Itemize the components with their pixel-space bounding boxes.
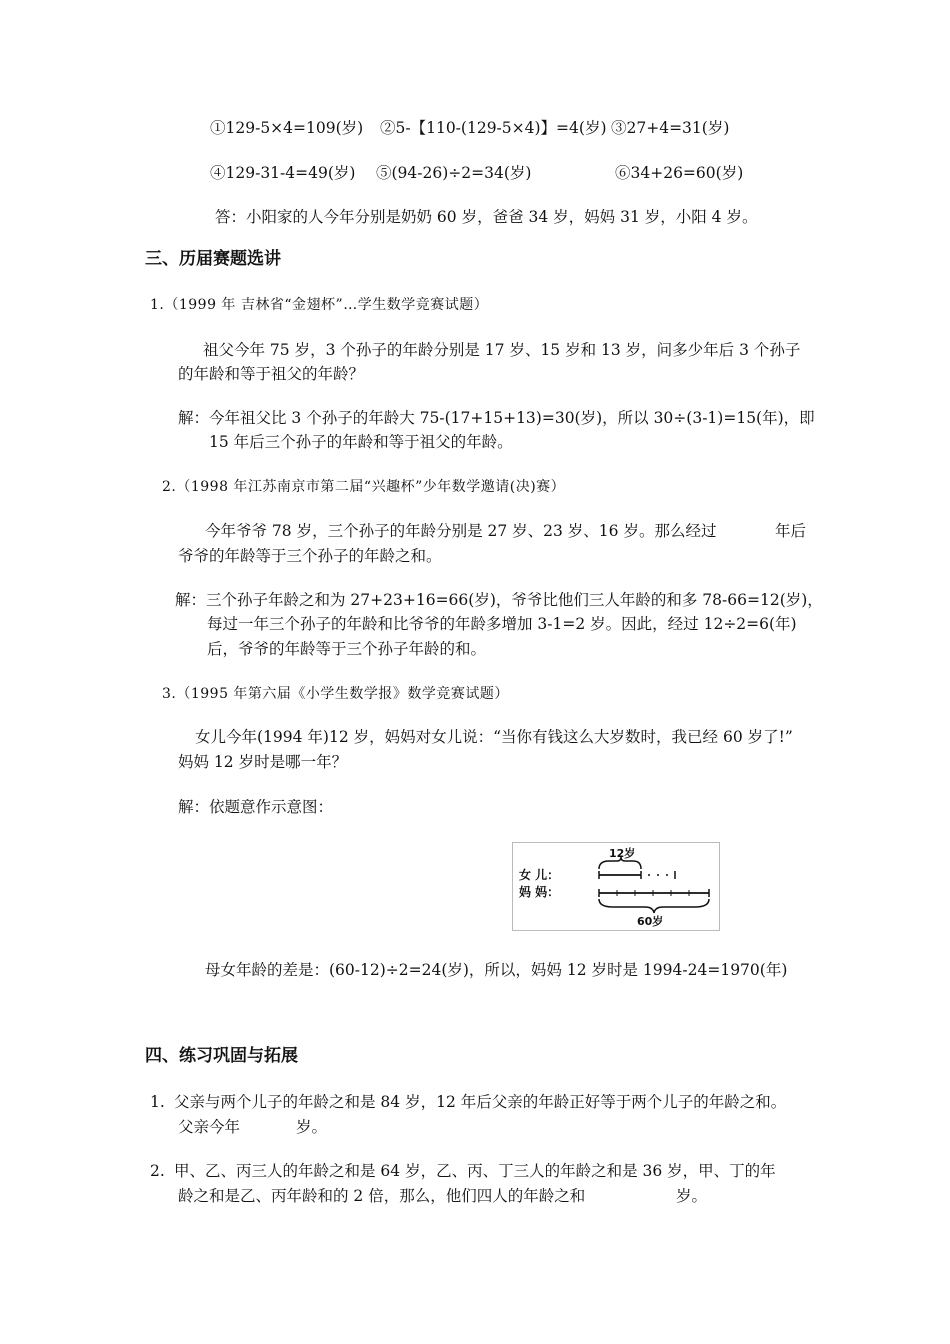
exercise-1-number: 1. — [150, 1093, 165, 1111]
step-2: ②5-【110-(129-5×4)】=4(岁) — [380, 119, 607, 137]
section-4-title: 四、练习巩固与拓展 — [145, 1046, 298, 1066]
diagram-dot — [657, 874, 659, 876]
problem-2-question-line1: 今年爷爷 78 岁，三个孙子的年龄分别是 27 岁、23 岁、16 岁。那么经过 — [205, 522, 717, 540]
age-diagram — [512, 842, 720, 931]
problem-1-solution-line2: 15 年后三个孙子的年龄和等于祖父的年龄。 — [209, 433, 513, 451]
exercise-2-line2-prefix: 龄之和是乙、丙年龄和的 2 倍，那么，他们四人的年龄之和 — [178, 1187, 586, 1205]
diagram-label-mother: 妈 妈： — [519, 885, 560, 899]
step-6: ⑥34+26=60(岁) — [615, 164, 744, 182]
problem-2-solution-line1: 解：三个孙子年龄之和为 27+23+16=66(岁)，爷爷比他们三人年龄的和多 78-66=12(岁)， — [175, 591, 823, 609]
problem-2-solution-line2: 每过一年三个孙子的年龄和比爷爷的年龄多增加 3-1=2 岁。因此，经过 12÷2=6(年) — [207, 615, 797, 633]
problem-2-question-blank-suffix: 年后 — [775, 522, 807, 540]
exercise-1-line2-prefix: 父亲今年 — [178, 1118, 241, 1136]
exercise-2-line1: 甲、乙、丙三人的年龄之和是 64 岁，乙、丙、丁三人的年龄之和是 36 岁，甲、丁的年 — [174, 1162, 776, 1180]
problem-3-source: 3.（1995 年第六届《小学生数学报》数学竞赛试题） — [162, 686, 509, 702]
answer-line: 答：小阳家的人今年分别是奶奶 60 岁，爸爸 34 岁，妈妈 31 岁，小阳 4 岁。 — [215, 208, 758, 226]
problem-1-question-line1: 祖父今年 75 岁，3 个孙子的年龄分别是 17 岁、15 岁和 13 岁，问多少年后 3 个孙子 — [203, 341, 801, 359]
problem-1-source: 1.（1999 年 吉林省“金翅杯”…学生数学竞赛试题） — [150, 297, 489, 313]
age-diagram-svg — [513, 843, 719, 930]
problem-3-solution-intro: 解：依题意作示意图： — [178, 798, 334, 816]
diagram-top-brace-label: 12岁 — [609, 847, 636, 860]
step-5: ⑤(94-26)÷2=34(岁) — [376, 164, 532, 182]
problem-2-question-line2: 爷爷的年龄等于三个孙子的年龄之和。 — [178, 547, 442, 565]
diagram-dot — [666, 874, 668, 876]
exercise-1-line1: 父亲与两个儿子的年龄之和是 84 岁，12 年后父亲的年龄正好等于两个儿子的年龄之和。 — [174, 1093, 787, 1111]
diagram-label-daughter: 女 儿： — [519, 868, 560, 882]
section-3-title: 三、历届赛题选讲 — [145, 249, 281, 269]
step-3: ③27+4=31(岁) — [611, 119, 730, 137]
step-4: ④129-31-4=49(岁) — [210, 164, 356, 182]
problem-3-conclusion: 母女年龄的差是：(60-12)÷2=24(岁)，所以，妈妈 12 岁时是 1994-24=1970(年) — [205, 961, 788, 979]
problem-1-solution-line1: 解：今年祖父比 3 个孙子的年龄大 75-(17+15+13)=30(岁)，所以 30÷(3-1)=15(年)，即 — [178, 409, 815, 427]
problem-3-question-line2: 妈妈 12 岁时是哪一年？ — [178, 753, 348, 771]
step-1: ①129-5×4=109(岁) — [210, 119, 364, 137]
diagram-bottom-brace-label: 60岁 — [637, 915, 664, 928]
exercise-2-number: 2. — [150, 1162, 165, 1180]
problem-1-question-line2: 的年龄和等于祖父的年龄？ — [178, 365, 365, 383]
diagram-bottom-brace — [599, 899, 709, 913]
exercise-2-line2-suffix: 岁。 — [676, 1187, 708, 1205]
problem-2-source: 2.（1998 年江苏南京市第二届“兴趣杯”少年数学邀请(决)赛） — [162, 479, 566, 495]
problem-3-question-line1: 女儿今年(1994 年)12 岁，妈妈对女儿说：“当你有钱这么大岁数时，我已经 60 岁了!” — [195, 728, 793, 746]
diagram-dot — [648, 874, 650, 876]
exercise-1-line2-suffix: 岁。 — [296, 1118, 328, 1136]
problem-2-solution-line3: 后，爷爷的年龄等于三个孙子年龄的和。 — [207, 640, 487, 658]
